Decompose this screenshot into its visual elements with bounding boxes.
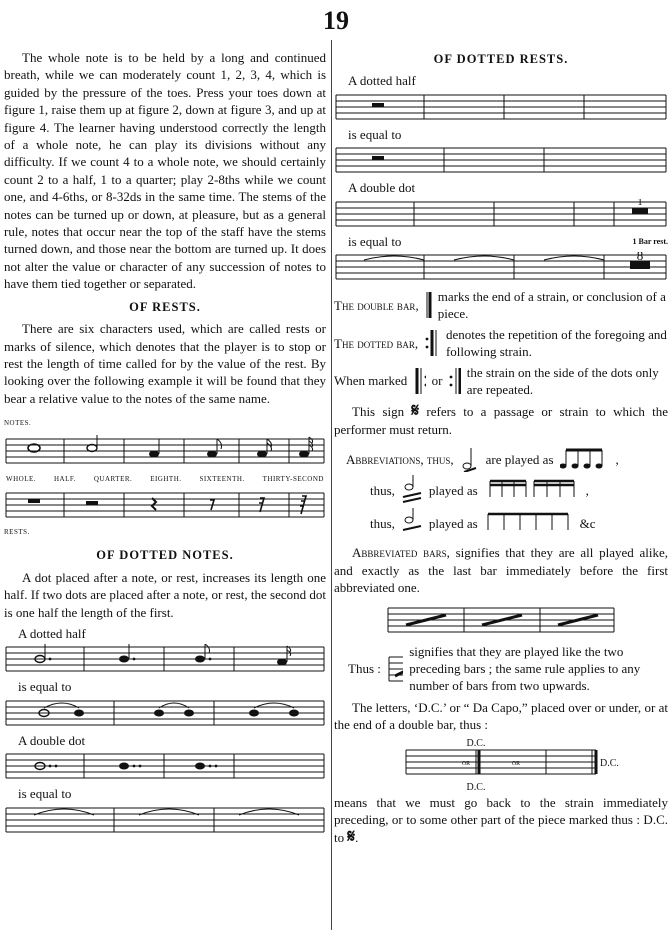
thus-text: thus, xyxy=(370,515,395,531)
played-as-text: played as xyxy=(428,515,478,531)
abbreviated-bars-paragraph xyxy=(334,544,668,596)
dotted-rests-staff-2 xyxy=(334,145,668,175)
sign-text-a: This sign xyxy=(352,404,405,420)
note-name: QUARTER. xyxy=(93,474,133,483)
column-divider xyxy=(331,40,332,930)
final-end: . xyxy=(355,830,359,846)
dotted-rests-staff-1 xyxy=(334,92,668,122)
page-number: 19 xyxy=(323,6,349,35)
double-bar-icon xyxy=(425,292,432,318)
dotted-rests-staff-3 xyxy=(334,199,668,229)
dc-staff xyxy=(366,736,636,794)
abbreviated-bars-staff xyxy=(386,605,616,635)
equal-staff-1 xyxy=(4,698,326,728)
sign-paragraph xyxy=(334,402,668,438)
when-marked-row xyxy=(334,364,668,399)
played-as-text: played as xyxy=(428,482,478,498)
note-name: WHOLE. xyxy=(6,474,37,483)
or-small-label: OR xyxy=(461,760,471,767)
segno-icon: 𝄋 xyxy=(411,400,420,421)
abbr-note-icon xyxy=(401,508,423,538)
equal-to-label: is equal to xyxy=(18,786,72,802)
note-names-row xyxy=(4,471,326,488)
intro-paragraph: The whole note is to be held by a long and continued breath, while we can moderately count 1, 2, 3, 4, which is guided by the pressure of the toes. Press your toes down at figure 1, raise them up at figure 2, down at figure 3, and up at figure 4. The learner having understood correctly the length of a whole note, he can play its divisions without any difficulty. If we count 4 to a whole note, we should certainly count 2 to a half, 1 to a quarter; play 2-8ths while we count one, and 4-6ths, or 8-32ds in the same time. The stems of the notes can be turned up or down, at pleasure, but as a general rule, notes that occur near the top of the staff have the stems turned down, and those near the bottom are turned up. It does not alter the value or character of any succession of notes to have them tied together or separated. xyxy=(4,50,326,292)
rests-staff xyxy=(4,490,326,522)
double-bar-row xyxy=(334,288,668,323)
equal-to-row xyxy=(348,233,668,250)
right-column xyxy=(334,49,668,847)
dc-paragraph: The letters, ‘D.C.’ or “ Da Capo,” placed over or under, or at the end of a double bar, thus : xyxy=(334,699,668,733)
thus-lead: Thus : xyxy=(348,660,381,676)
abbreviated-bars-lead: Abbreviated bars, xyxy=(352,545,450,561)
sixteenth-notes-icon xyxy=(484,477,580,503)
bar-rest-label: 1 Bar rest. xyxy=(632,236,668,246)
or-small-label: OR xyxy=(511,760,521,767)
eighth-notes-icon xyxy=(484,510,574,536)
rests-label: RESTS. xyxy=(4,527,30,536)
dotted-half-label: A dotted half xyxy=(18,625,86,641)
bar-rest-number: 8 xyxy=(636,252,644,264)
note-name: EIGHTH. xyxy=(150,474,182,483)
double-bar-text: marks the end of a strain, or conclusion of a piece. xyxy=(437,289,666,322)
dotted-half-rest-label: A dotted half xyxy=(348,73,416,89)
double-dot-staff xyxy=(4,751,326,781)
dotted-rests-staff-4 xyxy=(334,252,668,282)
equal-staff-2 xyxy=(4,805,326,835)
dotted-rests-heading: OF DOTTED RESTS. xyxy=(433,52,569,66)
left-column xyxy=(4,49,326,837)
abbreviations-row: Abbreviations, thus, are played as , xyxy=(346,446,668,472)
abbreviated-bars-text: signifies that they are all played alike, and exactly as the last bar immediately before the first abbreviated one. xyxy=(334,545,668,596)
dc-label-bottom: D.C. xyxy=(466,781,486,793)
thus-text: thus, xyxy=(370,482,395,498)
repeat-left-icon xyxy=(413,368,425,394)
sign-text-b: refers to a passage or strain to which the performer must return. xyxy=(334,404,669,437)
final-paragraph xyxy=(334,794,668,847)
notes-staff xyxy=(4,435,326,469)
bar-rest-number: 1 xyxy=(637,198,643,208)
dotted-bar-icon xyxy=(424,330,440,356)
rests-paragraph: There are six characters used, which are called rests or marks of silence, which denotes that the player is to stop or rest the length of time called for by the value of the rest. By looking over the following example it will be found that they bear a relative value to the notes of the same name. xyxy=(4,321,326,406)
etc-text: &c xyxy=(579,515,596,531)
dotted-half-staff xyxy=(4,644,326,674)
abbreviations-row-3 xyxy=(370,508,668,538)
equal-to-label: is equal to xyxy=(348,233,402,249)
beamed-notes-icon xyxy=(560,446,610,472)
abbr-played-text: are played as xyxy=(485,451,554,467)
dotted-bar-row xyxy=(334,326,668,361)
rests-heading: OF RESTS. xyxy=(129,299,201,314)
when-marked-text: the strain on the side of the dots only are repeated. xyxy=(466,364,659,398)
abbreviations-row-2: thus, played as , xyxy=(370,475,668,505)
note-name: HALF. xyxy=(53,474,76,483)
double-bar-lead: The double bar, xyxy=(334,297,419,313)
dotted-bar-lead: The dotted bar, xyxy=(334,335,419,351)
double-dot-label: A double dot xyxy=(18,732,86,748)
note-name: THIRTY-SECOND xyxy=(262,474,324,483)
or-text: or xyxy=(431,373,443,389)
notes-label: NOTES. xyxy=(4,419,32,428)
final-text: means that we must go back to the strain immediately preceding, or to some other part of the piece marked thus : D.C. to xyxy=(334,794,668,846)
segno-icon: 𝄋 xyxy=(347,826,356,847)
abbreviated-bar-icon xyxy=(387,654,403,684)
abbr-note-icon xyxy=(460,446,480,472)
double-dot-rest-label: A double dot xyxy=(348,180,416,196)
thus-row xyxy=(334,643,668,695)
dotted-bar-text: denotes the repetition of the foregoing and following strain. xyxy=(445,326,667,360)
dc-label-end: D.C. xyxy=(600,757,619,769)
dotted-notes-paragraph: A dot placed after a note, or rest, increases its length one half. If two dots are placed after a note, or rest, the second dot is one half the length of the first. xyxy=(4,569,326,620)
abbr-note-icon xyxy=(401,475,423,505)
when-marked-lead: When marked xyxy=(334,373,408,389)
repeat-right-icon xyxy=(448,368,460,394)
thus-text: signifies that they are played like the two preceding bars ; the same rule applies to any number of bars from two upwards. xyxy=(409,643,641,694)
note-name: SIXTEENTH. xyxy=(199,474,245,483)
dc-label-top: D.C. xyxy=(466,737,486,749)
abbreviations-lead: Abbreviations, thus, xyxy=(346,451,454,467)
equal-to-label: is equal to xyxy=(18,679,72,695)
equal-to-label: is equal to xyxy=(348,126,402,142)
dotted-notes-heading: OF DOTTED NOTES. xyxy=(96,548,234,563)
